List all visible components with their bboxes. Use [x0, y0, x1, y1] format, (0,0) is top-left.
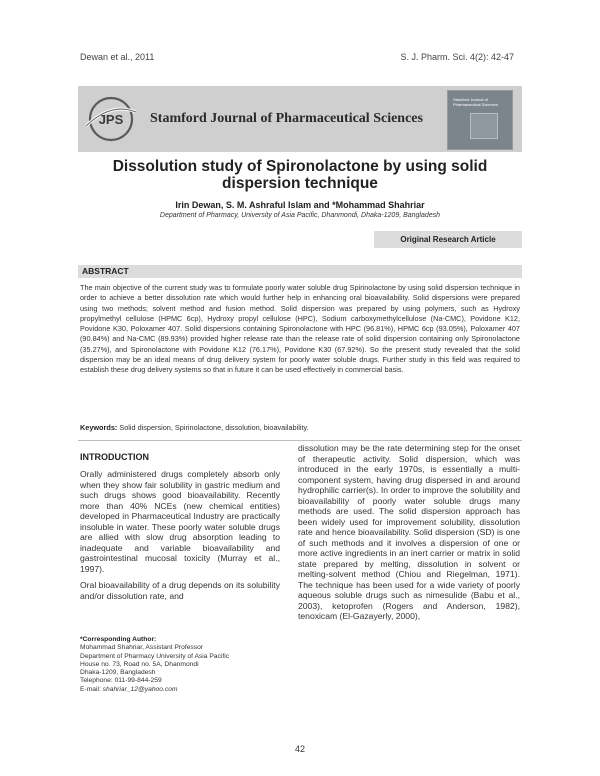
- section-divider: [78, 440, 522, 441]
- corresponding-author-heading: *Corresponding Author:: [80, 636, 157, 643]
- journal-logo: [82, 94, 140, 144]
- cover-image: [470, 113, 498, 139]
- journal-name: Stamford Journal of Pharmaceutical Sciences: [150, 111, 423, 126]
- corresponding-line: House no. 73, Road no. 5A, Dhanmondi: [80, 660, 199, 668]
- corresponding-line: Department of Pharmacy University of Asia Pacific: [80, 652, 230, 660]
- abstract-text: The main objective of the current study was to formulate poorly water soluble drug Spirinolactone by using solid dispersion technique in order to achieve a better dissolution rate which would further help in enhancing oral bioavailability. Solid dispersions were prepared using two methods; solvent method and fusion method. Solid dispersion was prepared by using polymers, such as Hydroxy propylmethyl cellulose (HPMC 6cp), Hydroxy propyl cellulose (HPC), Sodium carboxymethylcellulose (Na-CMC), Povidone K12, Povidone K30, Poloxamer 407. Solid dispersions containing Spironolactone with HPC (96.81%), HPMC 6cp (93.05%), Poloxamer 407 (90.84%) and Na-CMC (89.93%) provided higher release rate than the release rate of solid dispersion containing only Spironolactone (35.27%), and Spironolactone with Povidone K12 (76.17%), Povidone K30 (67.92%). So the present study revealed that the solid dispersion may be an ideal means of drug delivery system for poorly water soluble drugs. Further study in this field was required to establish these drug delivery systems so that in future it can be used effectively in commercial basis.: [80, 283, 520, 375]
- keywords-label: Keywords:: [80, 423, 118, 432]
- corresponding-line: Telephone: 011-99-844-259: [80, 677, 162, 685]
- article-title: Dissolution study of Spironolactone by using solid dispersion technique: [112, 158, 488, 192]
- running-header-right: S. J. Pharm. Sci. 4(2): 42-47: [400, 52, 514, 62]
- email-address: shahriar_12@yahoo.com: [102, 685, 178, 693]
- intro-paragraph-1: Orally administered drugs completely absorb only when they show fair solubility in gastric medium and such drugs shows good bioavailability. Recently more than 40% NCEs (new chemical entities) developed in Pharmaceutical Industry are practically insoluble in water. These poorly water soluble drugs are allied with slow drug absorption leading to inadequate and variable bioavailability and gastrointestinal mucosal toxicity (Murray et al., 1997).: [80, 469, 280, 574]
- right-column: [298, 443, 520, 628]
- corresponding-email-line: [80, 686, 280, 694]
- author-affiliation: Department of Pharmacy, University of Asia Pacific, Dhanmondi, Dhaka-1209, Bangladesh: [159, 212, 441, 219]
- logo-text: JPS: [98, 112, 124, 127]
- abstract-heading: ABSTRACT: [78, 265, 522, 278]
- corresponding-line: Dhaka-1209, Bangladesh: [80, 669, 156, 677]
- page-number: 42: [294, 744, 305, 754]
- introduction-heading: INTRODUCTION: [80, 452, 149, 462]
- article-authors: Irin Dewan, S. M. Ashraful Islam and *Mohammad Shahriar: [175, 200, 425, 210]
- running-header-left: Dewan et al., 2011: [80, 52, 155, 62]
- keywords-line: [80, 423, 520, 432]
- cover-title: Stamford Journal of Pharmaceutical Sciences: [453, 97, 498, 107]
- email-label: E-mail:: [80, 685, 103, 693]
- journal-cover-thumbnail: [447, 90, 513, 150]
- keywords-text: Solid dispersion, Spirinolactone, dissolution, bioavailability.: [119, 423, 309, 432]
- corresponding-line: Mohammad Shahriar, Assistant Professor: [80, 644, 204, 652]
- intro-paragraph-2: Oral bioavailability of a drug depends on its solubility and/or dissolution rate, and: [80, 580, 280, 601]
- left-column: [80, 452, 280, 607]
- article-type-badge: Original Research Article: [374, 231, 522, 248]
- intro-paragraph-continued: dissolution may be the rate determining step for the onset of therapeutic activity. Solid dispersion, which was introduced in the early 1970s, is essentially a multi-component system, having drug dispersed in and around hydrophilic carrier(s). In order to improve the solubility and bioavailability of poorly water soluble drugs many methods are used. The solid dispersion approach has been widely used for improvement solubility, dissolution rate and hence bioavailability. Solid dispersion (SD) is one of such methods and it involves a dispersion of one or more active ingredients in an inert carrier or matrix in solid state prepared by melting, dissolution in solvent or melting-solvent method (Chiou and Riegelman, 1971). The technique has been used for a wide variety of poorly aqueous soluble drugs such as nimesulide (Babu et al., 2003), ketoprofen (Rogers and Anderson, 1982), tenoxicam (El-Gazayerly, 2000),: [298, 443, 520, 621]
- corresponding-author-block: [80, 636, 280, 694]
